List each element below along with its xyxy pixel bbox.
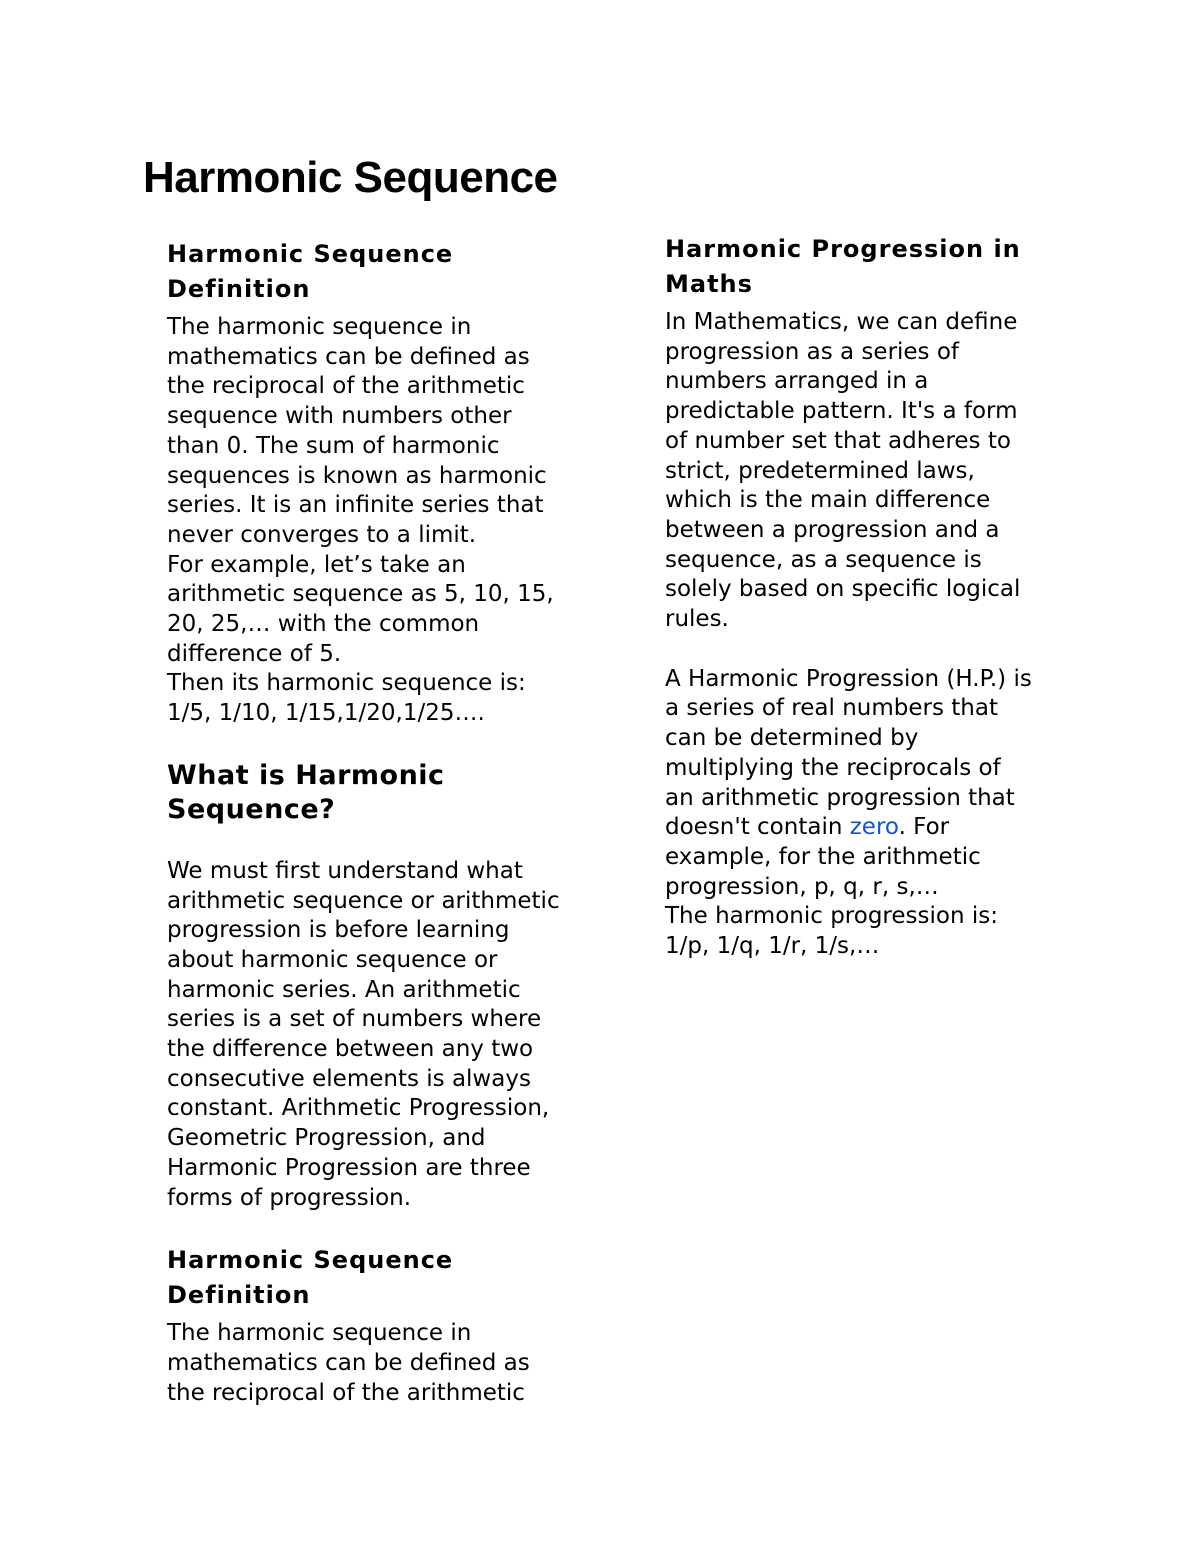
section-body-progression-in-maths: In Mathematics, we can define progression as a series of numbers arranged in a predictable pattern. It's a form of number set that adheres to strict, predetermined laws, which is the main difference between a progression and a sequence, as a sequence is solely based on specific logical rules. <box>665 309 1021 633</box>
section-heading-definition-repeat: Harmonic Sequence Definition <box>167 1246 454 1310</box>
body-text-after-link: . For example, for the arithmetic progression, p, q, r, s,… The harmonic progression is: 1/p, 1/q, 1/r, 1/s,… <box>665 814 998 960</box>
spacer <box>167 827 617 857</box>
section-body-definition-repeat: The harmonic sequence in mathematics can be defined as the reciprocal of the arithmetic <box>167 1320 530 1406</box>
spacer <box>167 729 617 759</box>
left-column <box>167 237 617 1408</box>
spacer <box>167 1213 617 1243</box>
page-title: Harmonic Sequence <box>143 153 558 202</box>
section-heading-progression-in-maths: Harmonic Progression in Maths <box>665 235 1021 298</box>
section-heading-what-is: What is Harmonic Sequence? <box>167 759 445 825</box>
zero-link[interactable]: zero <box>849 814 899 841</box>
section-heading-definition: Harmonic Sequence Definition <box>167 240 454 303</box>
body-text-before-link: A Harmonic Progression (H.P.) is a series of real numbers that can be determined by multiplying the reciprocals of an arithmetic progression that doesn't contain <box>665 665 1032 841</box>
right-column <box>665 232 1115 962</box>
section-body-what-is: We must first understand what arithmetic sequence or arithmetic progression is before learning about harmonic sequence or harmonic series. An arithmetic series is a set of numbers where the difference between any two consecutive elements is always constant. Arithmetic Progression, Geometric Progression, and Harmonic Progression are three forms of progression. <box>167 857 560 1211</box>
section-body-harmonic-progression <box>665 665 1115 962</box>
spacer <box>665 635 1115 665</box>
section-body-definition: The harmonic sequence in mathematics can be defined as the reciprocal of the arithmetic sequence with numbers other than 0. The sum of harmonic sequences is known as harmonic series. It is an infinite series that never converges to a limit. For example, let’s take an arithmetic sequence as 5, 10, 15, 20, 25,… with the common difference of 5. Then its harmonic sequence is: 1/5, 1/10, 1/15,1/20,1/25…. <box>167 314 554 727</box>
